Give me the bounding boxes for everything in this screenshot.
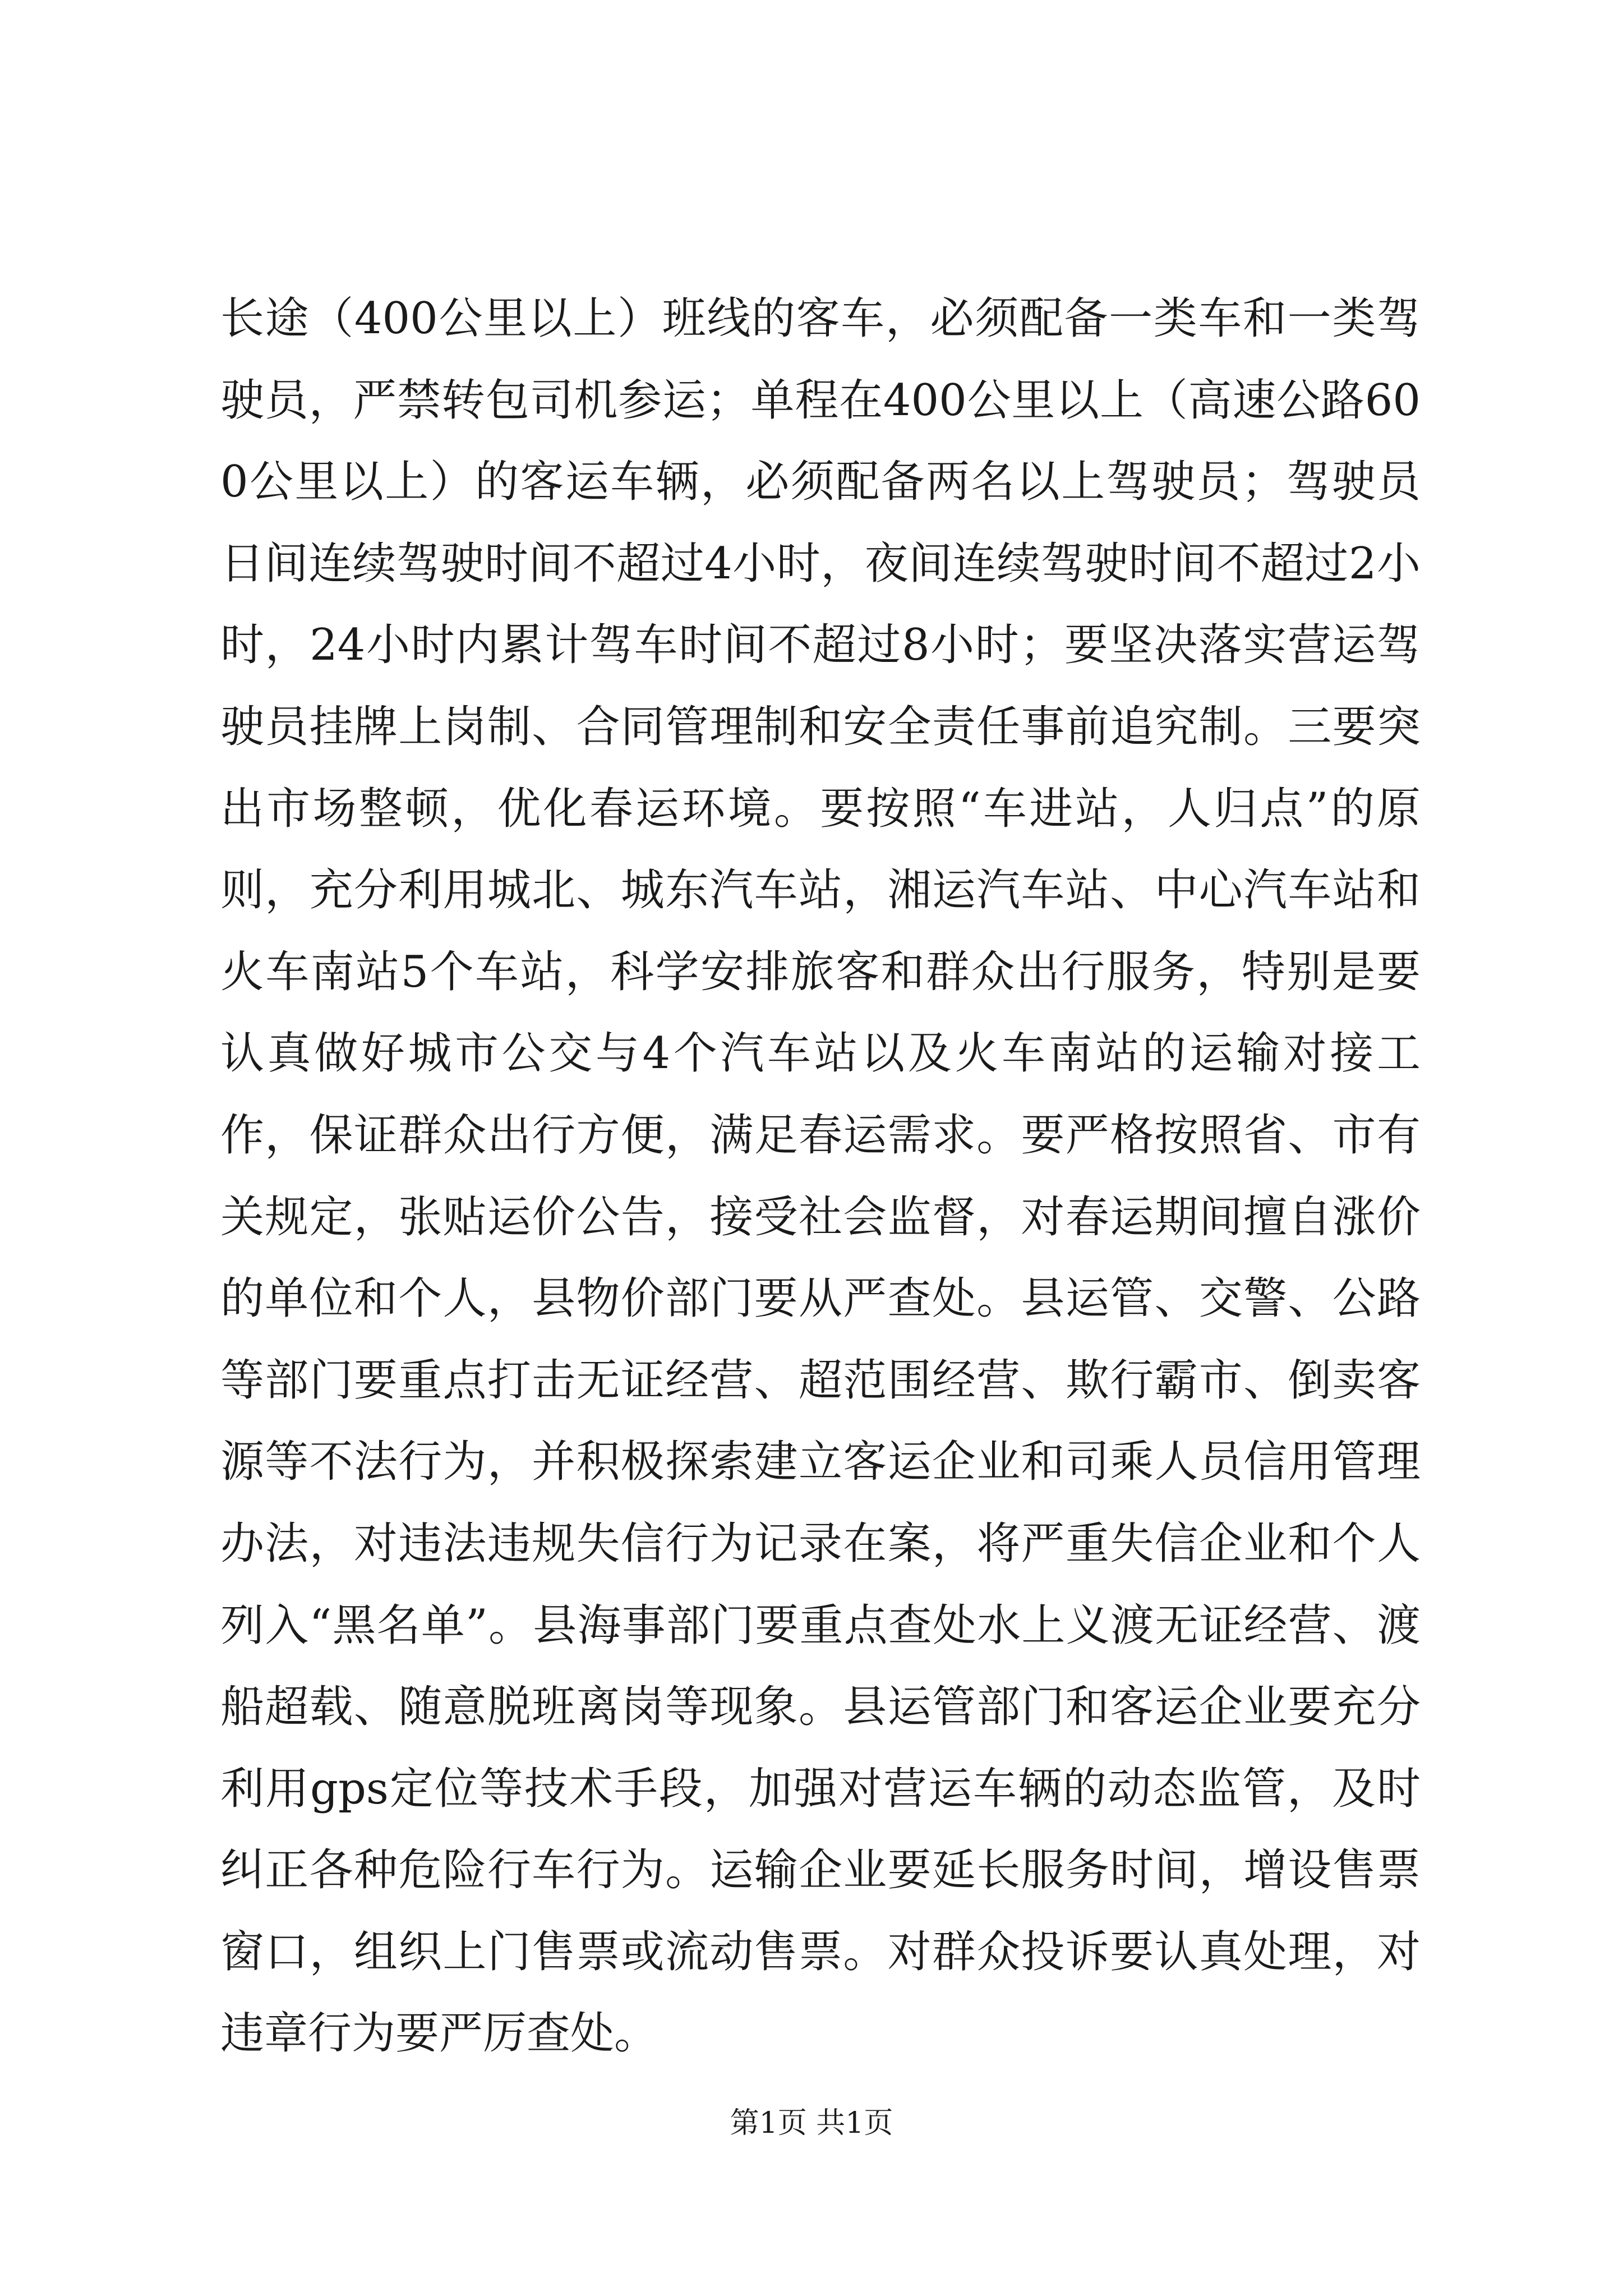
page-footer: 第1页 共1页 [730, 2106, 893, 2140]
body-paragraph: 长途（400公里以上）班线的客车，必须配备一类车和一类驾驶员，严禁转包司机参运；单程在400公里以上（高速公路600公里以上）的客运车辆，必须配备两名以上驾驶员；驾驶员日间连续驾驶时间不超过4小时，夜间连续驾驶时间不超过2小时，24小时内累计驾车时间不超过8小时；要坚决落实营运驾驶员挂牌上岗制、合同管理制和安全责任事前追究制。三要突出市场整顿，优化春运环境。要按照“车进站，人归点”的原则，充分利用城北、城东汽车站，湘运汽车站、中心汽车站和火车南站5个车站，科学安排旅客和群众出行服务，特别是要认真做好城市公交与4个汽车站以及火车南站的运输对接工作，保证群众出行方便，满足春运需求。要严格按照省、市有关规定，张贴运价公告，接受社会监督，对春运期间擅自涨价的单位和个人，县物价部门要从严查处。县运管、交警、公路等部门要重点打击无证经营、超范围经营、欺行霸市、倒卖客源等不法行为，并积极探索建立客运企业和司乘人员信用管理办法，对违法违规失信行为记录在案，将严重失信企业和个人列入“黑名单”。县海事部门要重点查处水上义渡无证经营、渡船超载、随意脱班离岗等现象。县运管部门和客运企业要充分利用gps定位等技术手段，加强对营运车辆的动态监管，及时纠正各种危险行车行为。运输企业要延长服务时间，增设售票窗口，组织上门售票或流动售票。对群众投诉要认真处理，对违章行为要严厉查处。 [220, 293, 1421, 2059]
